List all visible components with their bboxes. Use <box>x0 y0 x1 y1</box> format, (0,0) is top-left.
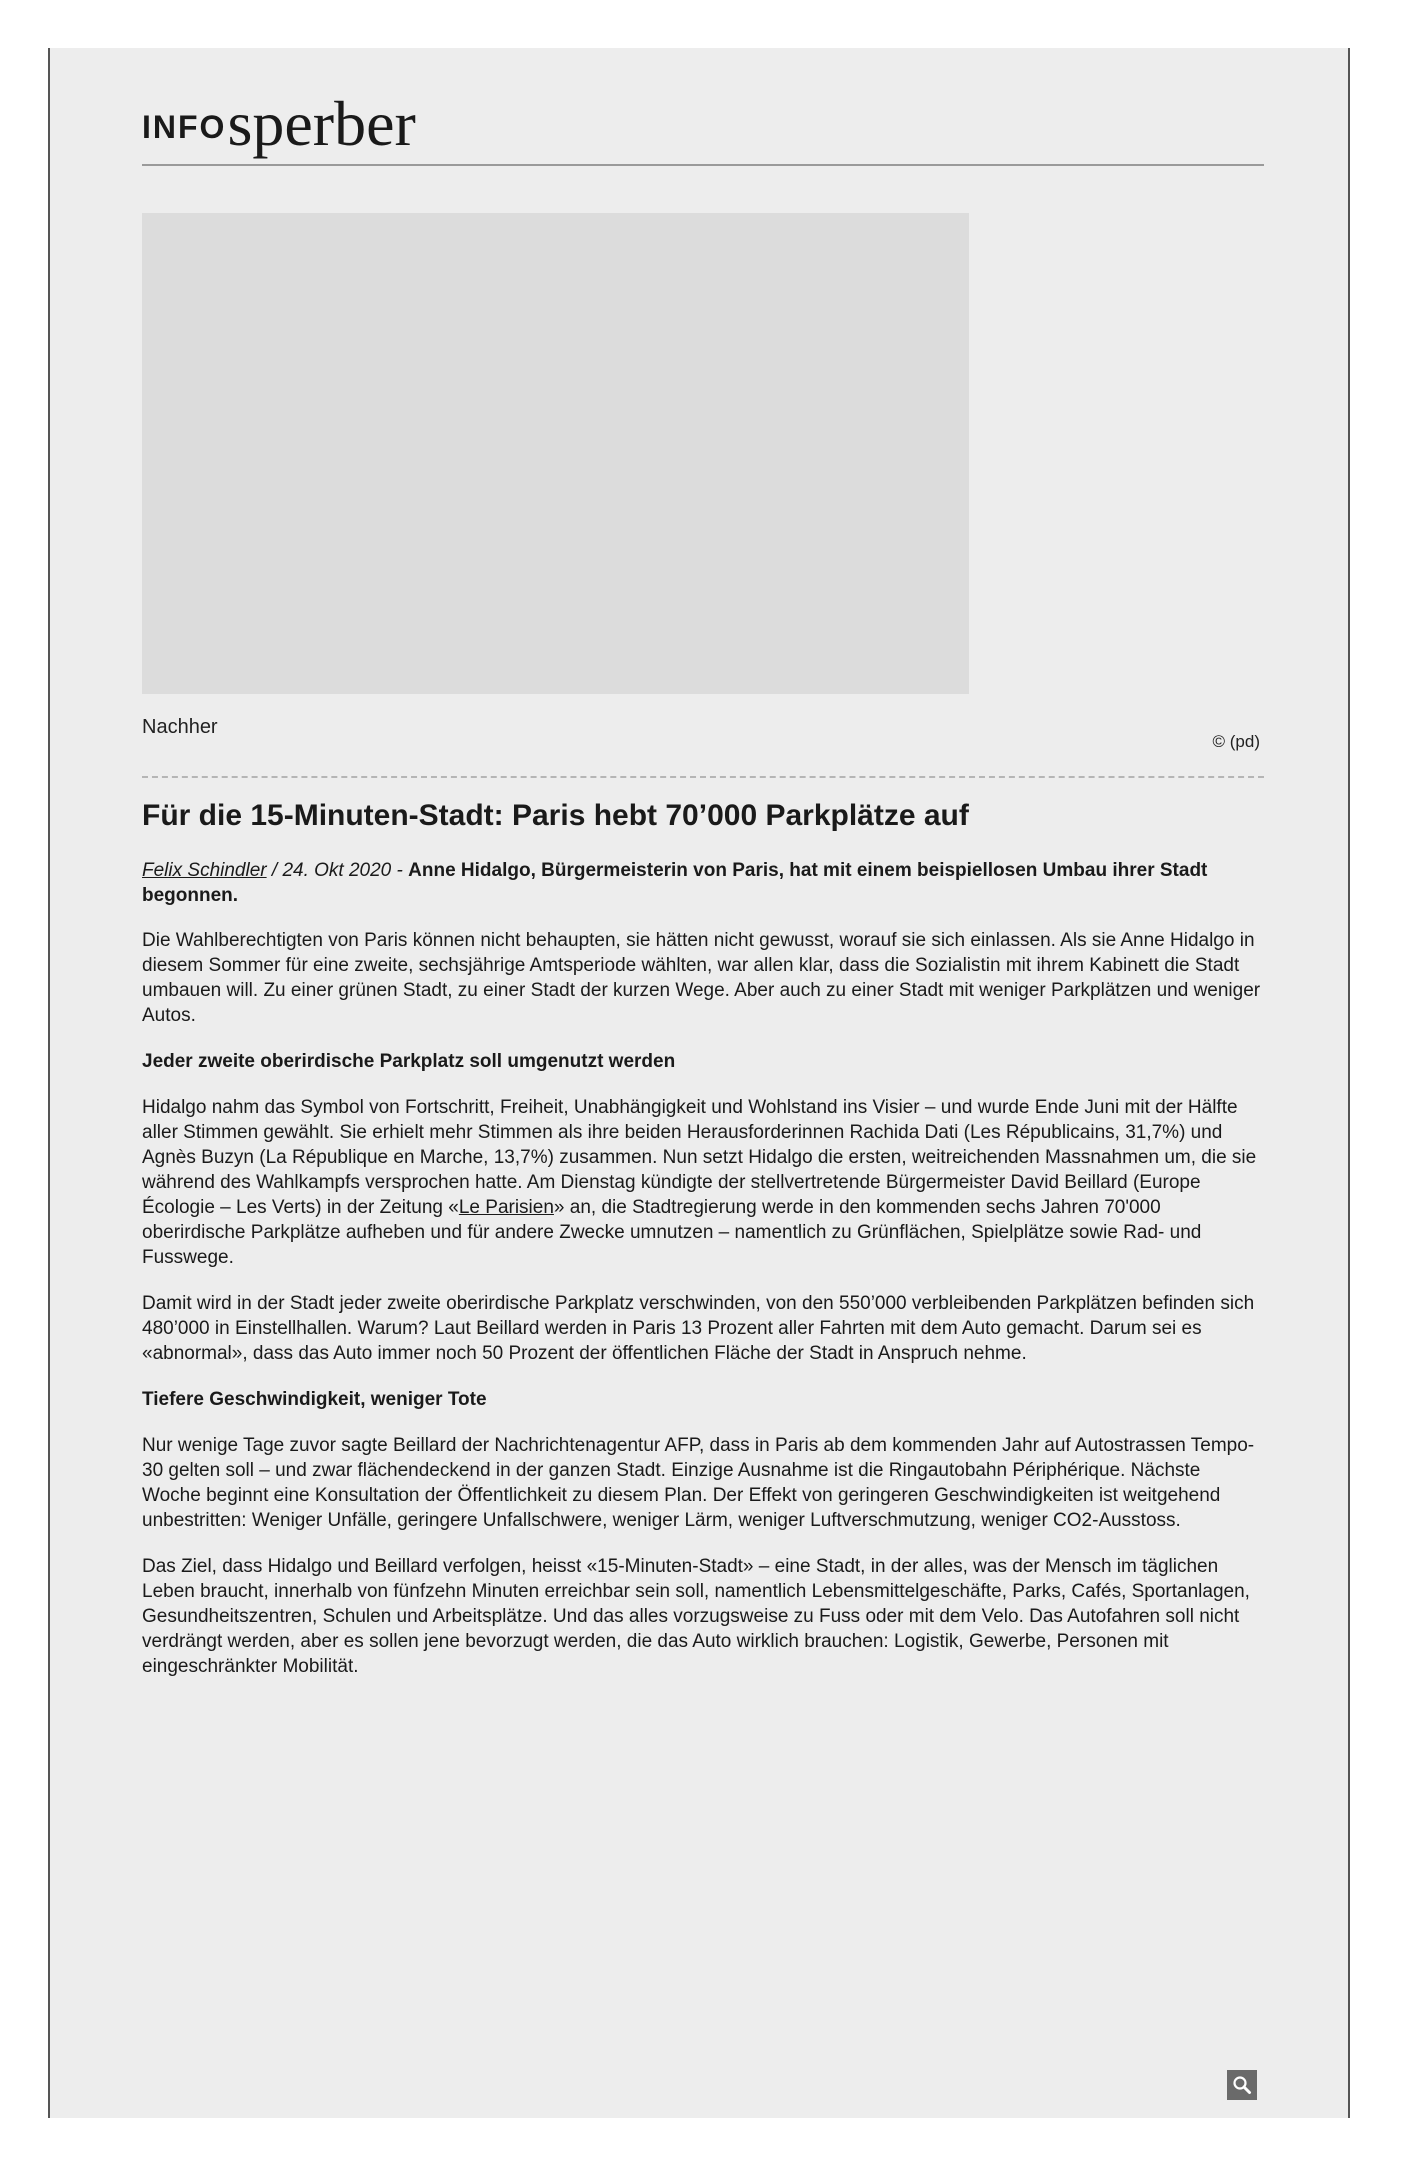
article-title: Für die 15-Minuten-Stadt: Paris hebt 70’000 Parkplätze auf <box>142 799 969 832</box>
image-caption: Nachher <box>142 716 218 738</box>
header-divider <box>142 164 1264 166</box>
page-sheet <box>48 48 1350 2118</box>
paragraph-1: Die Wahlberechtigten von Paris können nicht behaupten, sie hätten nicht gewusst, worauf sie sich einlassen. Als sie Anne Hidalgo in diesem Sommer für eine zweite, sechsjährige Amtsperiode wählten, war allen klar, dass die Sozialistin mit ihrem Kabinett die Stadt umbauen will. Zu einer grünen Stadt, zu einer Stadt der kurzen Wege. Aber auch zu einer Stadt mit weniger Parkplätzen und weniger Autos. <box>142 930 1261 1026</box>
publish-date: / 24. Okt 2020 - <box>266 860 409 881</box>
article-image <box>142 213 969 694</box>
dashed-divider <box>142 776 1264 778</box>
paragraph-2 <box>142 1095 1264 1270</box>
zoom-button[interactable] <box>1227 2070 1257 2100</box>
article-body <box>142 928 1264 1700</box>
magnifier-icon <box>1232 2075 1252 2095</box>
logo-prefix: INFO <box>142 109 227 145</box>
paragraph-2-text-a: Hidalgo nahm das Symbol von Fortschritt, Freiheit, Unabhängigkeit und Wohlstand ins Visier – und wurde Ende Juni mit der Hälfte aller Stimmen gewählt. Sie erhielt mehr Stimmen als ihre beiden Herausforderinnen Rachida Dati (Les Républicains, 31,7%) und Agnès Buzyn (La République en Marche, 13,7%) zusammen. Nun setzt Hidalgo die ersten, weitreichenden Massnahmen um, die sie während des Wahlkampfs versprochen hatte. Am Dienstag kündigte der stellvertretende Bürgermeister David Beillard (Europe Écologie – Les Verts) in der Zeitung « <box>142 1097 1257 1218</box>
image-credit: © (pd) <box>1212 732 1260 751</box>
paragraph-2-text-b: » an, die Stadtregierung werde in den kommenden sechs Jahren 70'000 oberirdische Parkplätze aufheben und für andere Zwecke umnutzen – namentlich zu Grünflächen, Spielplätze sowie Rad- und Fusswege. <box>142 1197 1202 1268</box>
author-link[interactable]: Felix Schindler <box>142 860 267 881</box>
logo-name: sperber <box>227 88 416 159</box>
infosperber-logo[interactable] <box>142 88 416 168</box>
subheading-2: Tiefere Geschwindigkeit, weniger Tote <box>142 1389 487 1410</box>
article-lead: Anne Hidalgo, Bürgermeisterin von Paris, hat mit einem beispiellosen Umbau ihrer Stadt begonnen. <box>142 860 1208 906</box>
paragraph-3: Damit wird in der Stadt jeder zweite oberirdische Parkplatz verschwinden, von den 550’000 verbleibenden Parkplätzen befinden sich 480’000 in Einstellhallen. Warum? Laut Beillard werden in Paris 13 Prozent aller Fahrten mit dem Auto gemacht. Darum sei es «abnormal», dass das Auto immer noch 50 Prozent der öffentlichen Fläche der Stadt in Anspruch nehme. <box>142 1293 1255 1364</box>
le-parisien-link[interactable]: Le Parisien <box>458 1197 554 1218</box>
subheading-1: Jeder zweite oberirdische Parkplatz soll umgenutzt werden <box>142 1051 676 1072</box>
article-byline <box>142 858 1264 908</box>
paragraph-4: Nur wenige Tage zuvor sagte Beillard der Nachrichtenagentur AFP, dass in Paris ab dem kommenden Jahr auf Autostrassen Tempo-30 gelten soll – und zwar flächendeckend in der ganzen Stadt. Einzige Ausnahme ist die Ringautobahn Périphérique. Nächste Woche beginnt eine Konsultation der Öffentlichkeit zu diesem Plan. Der Effekt von geringeren Geschwindigkeiten ist weitgehend unbestritten: Weniger Unfälle, geringere Unfallschwere, weniger Lärm, weniger Luftverschmutzung, weniger CO2-Ausstoss. <box>142 1435 1255 1531</box>
paragraph-5: Das Ziel, dass Hidalgo und Beillard verfolgen, heisst «15-Minuten-Stadt» – eine Stadt, in der alles, was der Mensch im täglichen Leben braucht, innerhalb von fünfzehn Minuten erreichbar sein soll, namentlich Lebensmittelgeschäfte, Parks, Cafés, Sportanlagen, Gesundheitszentren, Schulen und Arbeitsplätze. Und das alles vorzugsweise zu Fuss oder mit dem Velo. Das Autofahren soll nicht verdrängt werden, aber es sollen jene bevorzugt werden, die das Auto wirklich brauchen: Logistik, Gewerbe, Personen mit eingeschränkter Mobilität. <box>142 1556 1250 1677</box>
